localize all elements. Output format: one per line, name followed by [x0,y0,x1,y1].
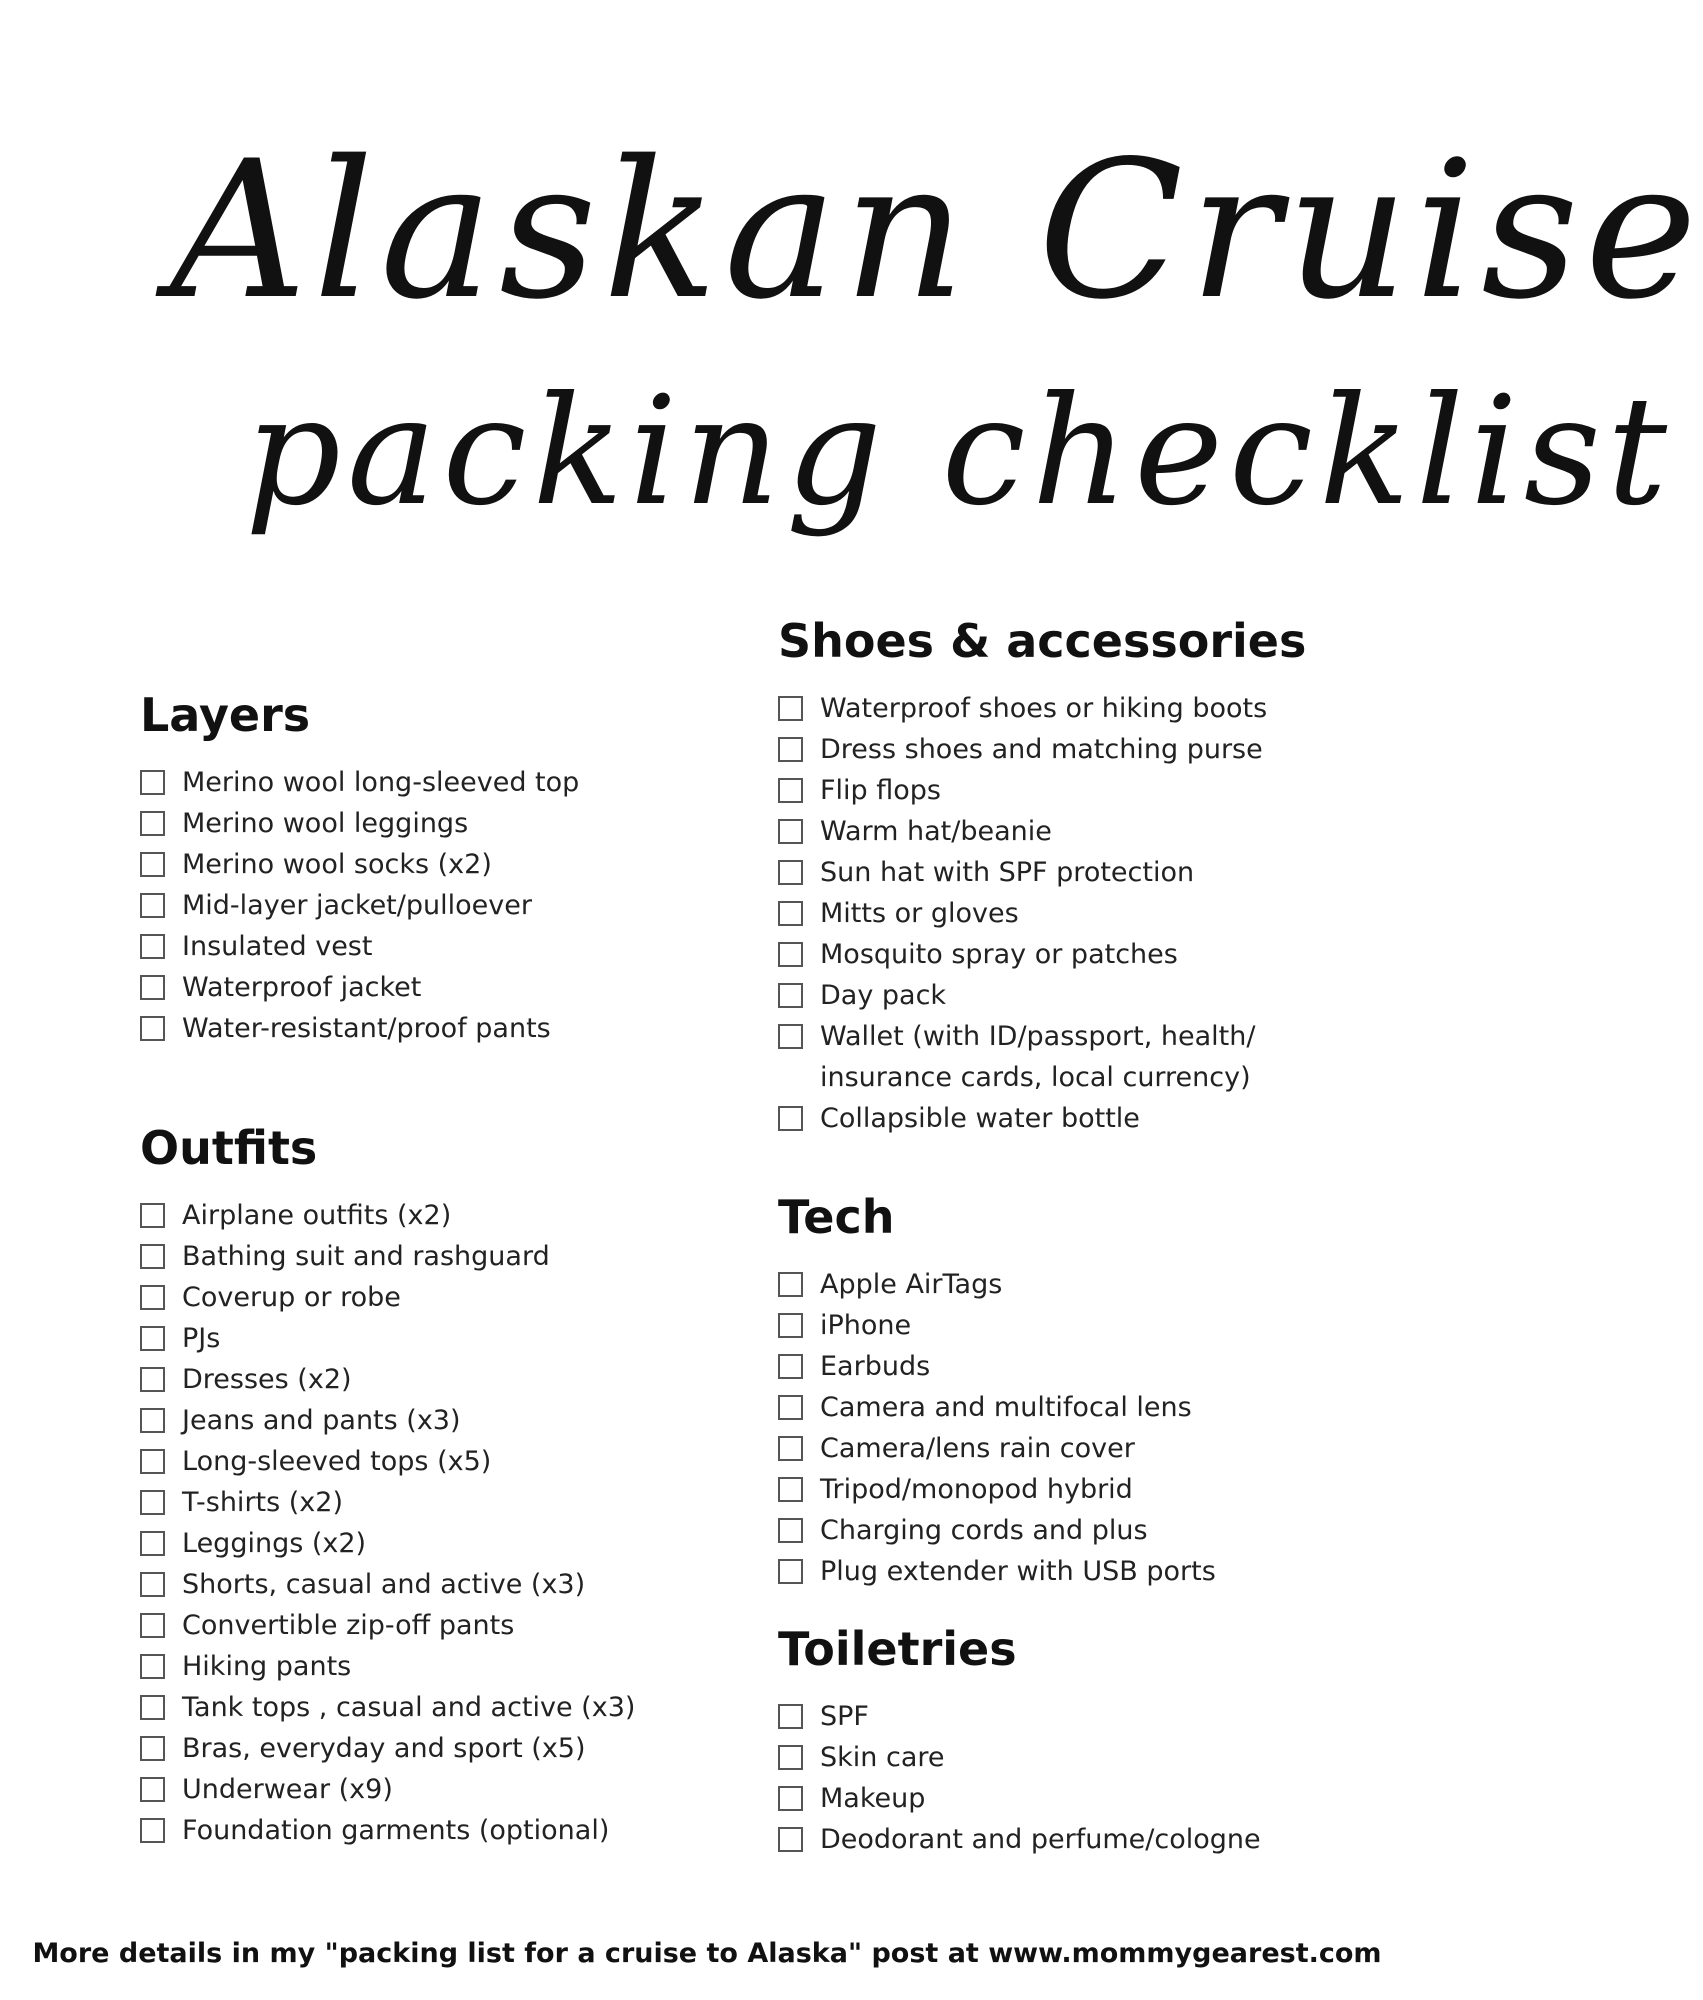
checkbox[interactable] [140,1490,165,1515]
page-title [0,0,1703,600]
checklist-item [140,1359,635,1400]
checklist-item-label: Waterproof shoes or hiking boots [820,693,1268,724]
checklist-item-label: Merino wool long-sleeved top [182,767,580,798]
checklist-item [778,1551,1216,1592]
checklist-item-label: Foundation garments (optional) [182,1815,610,1846]
checkbox[interactable] [140,1285,165,1310]
checklist-item [778,1016,1338,1098]
checklist-item-label: Day pack [820,980,947,1011]
checkbox[interactable] [140,934,165,959]
checklist-item-label: Flip flops [820,775,941,806]
checkbox[interactable] [778,1106,803,1131]
checklist-item-label: Dress shoes and matching purse [820,734,1263,765]
section-layers [140,688,579,1049]
checkbox[interactable] [778,1477,803,1502]
section-heading-tech: Tech [778,1190,895,1244]
checklist-item-label: Makeup [820,1783,926,1814]
checkbox[interactable] [778,901,803,926]
checkbox[interactable] [140,1695,165,1720]
title-line-2: packing checklist [245,365,1674,539]
checklist-item [140,1482,635,1523]
checklist-item-label: Deodorant and perfume/cologne [820,1824,1261,1855]
checklist-item [140,1277,635,1318]
checklist-item-label: Warm hat/beanie [820,816,1052,847]
checklist-item [778,1510,1216,1551]
checkbox[interactable] [778,1786,803,1811]
section-heading-shoes-accessories: Shoes & accessories [778,614,1307,668]
checklist-item [140,1605,635,1646]
checkbox[interactable] [140,1016,165,1041]
checklist-item-label: iPhone [820,1310,912,1341]
checklist-item [778,852,1338,893]
checkbox[interactable] [778,1745,803,1770]
checklist-item-label: Insulated vest [182,931,373,962]
checklist-item [140,1769,635,1810]
checkbox[interactable] [778,860,803,885]
checklist-item [140,885,579,926]
checklist-item-label: SPF [820,1701,869,1732]
checkbox[interactable] [140,1736,165,1761]
checklist-item [140,926,579,967]
checklist-item [778,893,1338,934]
checklist-item [140,1008,579,1049]
section-heading-layers: Layers [140,688,311,742]
checklist-item [140,1441,635,1482]
checklist-item [778,1819,1261,1860]
checklist-item-label: Sun hat with SPF protection [820,857,1195,888]
checklist-item-label: Wallet (with ID/passport, health/ insurance cards, local currency) [820,1021,1256,1093]
checklist-item-label: Merino wool leggings [182,808,469,839]
checklist-item [778,770,1338,811]
checkbox[interactable] [140,852,165,877]
checklist-item-label: Charging cords and plus [820,1515,1148,1546]
checklist-item [140,1564,635,1605]
checklist-item [140,1687,635,1728]
checklist-item-label: Leggings (x2) [182,1528,367,1559]
checklist-item [778,1696,1261,1737]
checkbox[interactable] [778,942,803,967]
section-heading-outfits: Outfits [140,1121,318,1175]
section-outfits [140,1121,635,1851]
checkbox[interactable] [140,770,165,795]
checklist-item [778,729,1338,770]
checkbox[interactable] [778,1313,803,1338]
checklist-item-label: T-shirts (x2) [182,1487,343,1518]
checklist-item-label: Bras, everyday and sport (x5) [182,1733,586,1764]
checklist-item-label: Earbuds [820,1351,931,1382]
checkbox[interactable] [140,1408,165,1433]
title-line-1: Alaskan Cruise [170,120,1703,341]
checklist-item-label: Mid-layer jacket/pulloever [182,890,532,921]
checkbox[interactable] [140,1449,165,1474]
checklist-item-label: Collapsible water bottle [820,1103,1140,1134]
checklist-item-label: Mitts or gloves [820,898,1019,929]
checklist-item [140,1523,635,1564]
checkbox[interactable] [140,1654,165,1679]
checklist-item-label: Long-sleeved tops (x5) [182,1446,492,1477]
checklist-item [140,803,579,844]
checkbox[interactable] [778,1395,803,1420]
checkbox[interactable] [778,819,803,844]
checklist-shoes-accessories [778,688,1338,1139]
checklist-item-label: Jeans and pants (x3) [182,1405,461,1436]
checklist-item [778,1469,1216,1510]
checklist-item [778,1305,1216,1346]
section-tech [778,1190,1216,1592]
checklist-item [778,688,1338,729]
checkbox[interactable] [778,1354,803,1379]
checkbox[interactable] [140,811,165,836]
checklist-item [778,934,1338,975]
checklist-item-label: Water-resistant/proof pants [182,1013,551,1044]
section-shoes-accessories [778,614,1338,1139]
checklist-item-label: Skin care [820,1742,945,1773]
section-heading-toiletries: Toiletries [778,1622,1017,1676]
checklist-item-label: Tripod/monopod hybrid [820,1474,1133,1505]
checklist-item-label: Coverup or robe [182,1282,401,1313]
checklist-item-label: Underwear (x9) [182,1774,393,1805]
checkbox[interactable] [140,1531,165,1556]
checkbox[interactable] [140,1777,165,1802]
checkbox[interactable] [140,1572,165,1597]
checklist-item-label: Tank tops , casual and active (x3) [182,1692,636,1723]
checklist-item-label: Waterproof jacket [182,972,422,1003]
checkbox[interactable] [140,1367,165,1392]
checkbox[interactable] [140,893,165,918]
checklist-item-label: Plug extender with USB ports [820,1556,1216,1587]
checkbox[interactable] [778,778,803,803]
checkbox[interactable] [778,1436,803,1461]
checkbox[interactable] [778,1272,803,1297]
checklist-item [140,1728,635,1769]
footer-note: More details in my "packing list for a cruise to Alaska" post at www.mommygearest.com [32,1938,1382,1969]
checklist-item-label: Convertible zip-off pants [182,1610,515,1641]
checklist-item-label: Merino wool socks (x2) [182,849,492,880]
checkbox[interactable] [778,983,803,1008]
checklist-item [140,1236,635,1277]
checklist-item [140,844,579,885]
checklist-layers [140,762,579,1049]
checklist-item-label: Bathing suit and rashguard [182,1241,550,1272]
checklist-item-label: Airplane outfits (x2) [182,1200,452,1231]
checklist-item [140,1318,635,1359]
checklist-item-label: Mosquito spray or patches [820,939,1178,970]
checkbox[interactable] [140,1244,165,1269]
checkbox[interactable] [778,1024,803,1049]
checklist-item [778,1737,1261,1778]
checklist-item [778,1098,1338,1139]
checklist-item [140,1810,635,1851]
checklist-item [140,1195,635,1236]
checkbox[interactable] [140,1326,165,1351]
checklist-item-label: Camera/lens rain cover [820,1433,1135,1464]
checklist-item [778,1264,1216,1305]
checklist-item [778,1778,1261,1819]
checklist-toiletries [778,1696,1261,1860]
checkbox[interactable] [140,1818,165,1843]
checklist-item [778,811,1338,852]
checklist-item [778,1346,1216,1387]
checkbox[interactable] [778,1559,803,1584]
checklist-item [778,1428,1216,1469]
checkbox[interactable] [140,1203,165,1228]
checklist-outfits [140,1195,635,1851]
checklist-item [140,967,579,1008]
checklist-item-label: PJs [182,1323,221,1354]
checklist-item-label: Apple AirTags [820,1269,1003,1300]
checkbox[interactable] [778,1518,803,1543]
checklist-item [140,1646,635,1687]
checklist-item [140,762,579,803]
section-toiletries [778,1622,1261,1860]
checklist-item [778,1387,1216,1428]
checkbox[interactable] [140,975,165,1000]
checkbox[interactable] [140,1613,165,1638]
checklist-item-label: Dresses (x2) [182,1364,352,1395]
checklist-tech [778,1264,1216,1592]
checkbox[interactable] [778,696,803,721]
checklist-item [778,975,1338,1016]
checkbox[interactable] [778,737,803,762]
checkbox[interactable] [778,1704,803,1729]
checklist-item-label: Shorts, casual and active (x3) [182,1569,586,1600]
checklist-item [140,1400,635,1441]
checklist-item-label: Hiking pants [182,1651,352,1682]
checklist-item-label: Camera and multifocal lens [820,1392,1192,1423]
checkbox[interactable] [778,1827,803,1852]
